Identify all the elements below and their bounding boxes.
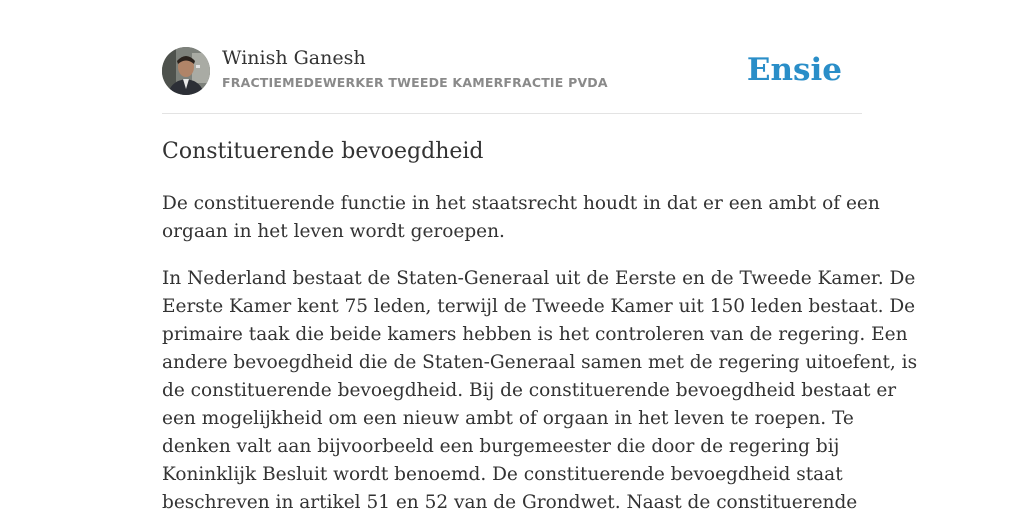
article-paragraph	[162, 265, 918, 512]
paragraph-line: Eerste Kamer kent 75 leden, terwijl de Tweede Kamer uit 150 leden bestaat. De	[162, 296, 916, 317]
paragraph-line: Koninklijk Besluit wordt benoemd. De constituerende bevoegdheid staat	[162, 464, 843, 485]
paragraph-line: primaire taak die beide kamers hebben is het controleren van de regering. Een	[162, 324, 908, 345]
paragraph-line: beschreven in artikel 51 en 52 van de Grondwet. Naast de constituerende	[162, 492, 858, 512]
paragraph-line: een mogelijkheid om een nieuw ambt of orgaan in het leven te roepen. Te	[162, 408, 854, 429]
paragraph-line: In Nederland bestaat de Staten-Generaal uit de Eerste en de Tweede Kamer. De	[162, 268, 916, 289]
paragraph-line: denken valt aan bijvoorbeeld een burgemeester die door de regering bij	[162, 436, 840, 457]
article-title: Constituerende bevoegdheid	[162, 139, 484, 164]
article-paragraph	[162, 190, 880, 246]
paragraph-line: De constituerende functie in het staatsrecht houdt in dat er een ambt of een	[162, 193, 880, 214]
article	[162, 136, 918, 512]
author-avatar[interactable]	[162, 47, 210, 95]
author-header	[162, 46, 862, 96]
author-role: FRACTIEMEDEWERKER TWEEDE KAMERFRACTIE PVDA	[222, 75, 608, 90]
header-divider	[162, 113, 862, 114]
paragraph-line: de constituerende bevoegdheid. Bij de constituerende bevoegdheid bestaat er	[162, 380, 897, 401]
author-name[interactable]: Winish Ganesh	[222, 47, 366, 69]
ensie-logo[interactable]: Ensie	[746, 52, 842, 88]
paragraph-line: andere bevoegdheid die de Staten-Generaal samen met de regering uitoefent, is	[162, 352, 918, 373]
person-photo-icon	[162, 47, 210, 95]
paragraph-line: orgaan in het leven wordt geroepen.	[162, 221, 505, 242]
